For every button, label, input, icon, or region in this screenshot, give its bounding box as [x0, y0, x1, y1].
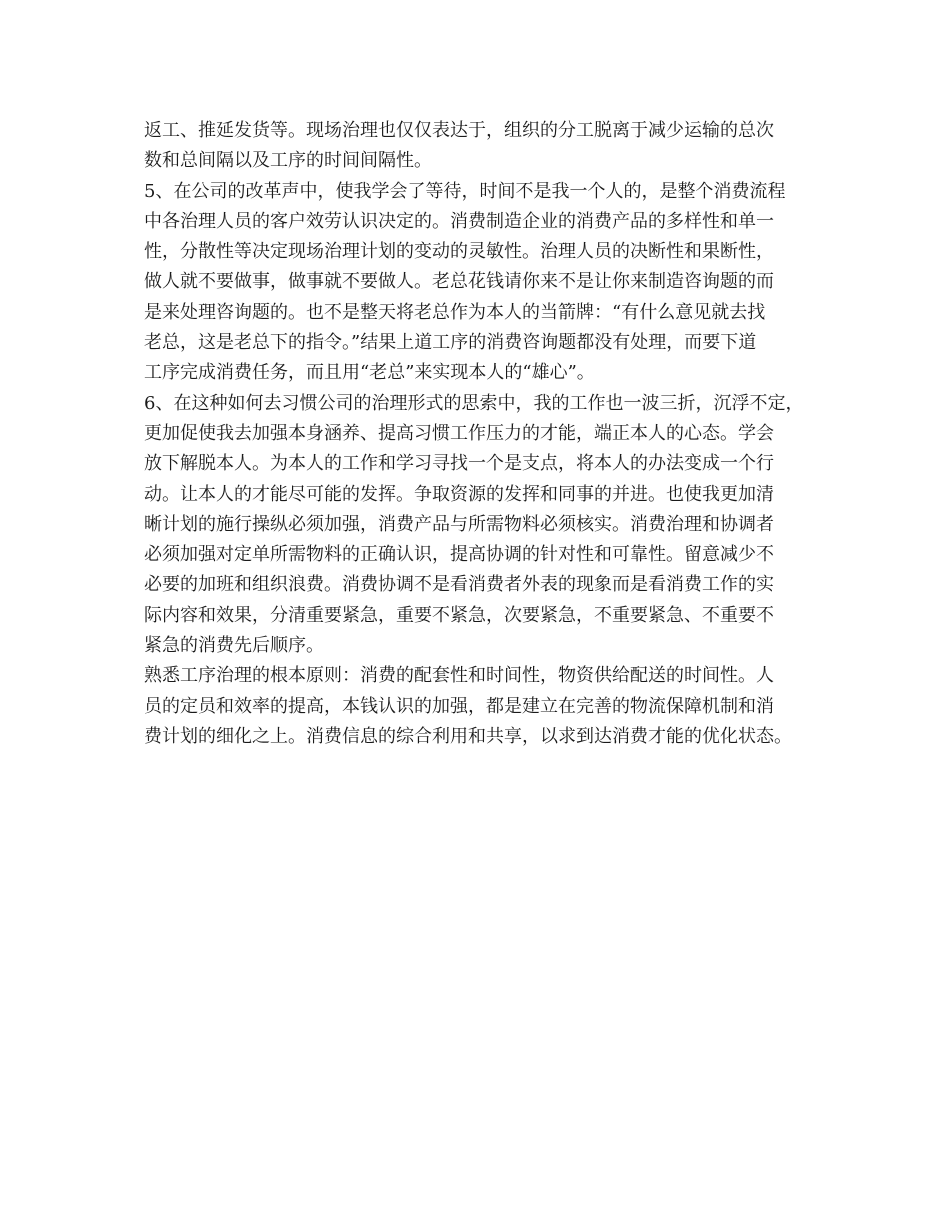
text-line: 老总，这是老总下的指令。”结果上道工序的消费咨询题都没有处理，而要下道 — [144, 332, 757, 354]
text-line: 费计划的细化之上。消费信息的综合利用和共享，以求到达消费才能的优化状态。 — [144, 725, 792, 747]
text-line: 际内容和效果，分清重要紧急，重要不紧急，次要紧急，不重要紧急、不重要不 — [144, 604, 774, 626]
text-line: 是来处理咨询题的。也不是整天将老总作为本人的当箭牌：“有什么意见就去找 — [144, 301, 766, 323]
text-line: 放下解脱本人。为本人的工作和学习寻找一个是支点，将本人的办法变成一个行 — [144, 453, 774, 475]
text-line: 数和总间隔以及工序的时间间隔性。 — [144, 150, 432, 172]
text-line: 做人就不要做事，做事就不要做人。老总花钱请你来不是让你来制造咨询题的而 — [144, 271, 774, 293]
text-line: 更加促使我去加强本身涵养、提高习惯工作压力的才能，端正本人的心态。学会 — [144, 422, 774, 444]
text-line: 中各治理人员的客户效劳认识决定的。消费制造企业的消费产品的多样性和单一 — [144, 210, 774, 232]
text-line: 返工、推延发货等。现场治理也仅仅表达于，组织的分工脱离于减少运输的总次 — [144, 120, 774, 141]
text-line: 晰计划的施行操纵必须加强，消费产品与所需物料必须核实。消费治理和协调者 — [144, 513, 774, 535]
body-text — [144, 116, 834, 752]
text-line: 性，分散性等决定现场治理计划的变动的灵敏性。治理人员的决断性和果断性， — [144, 241, 774, 263]
text-line: 5、在公司的改革声中，使我学会了等待，时间不是我一个人的，是整个消费流程 — [144, 180, 786, 202]
text-line: 6、在这种如何去习惯公司的治理形式的思索中，我的工作也一波三折，沉浮不定， — [144, 392, 804, 414]
text-line: 动。让本人的才能尽可能的发挥。争取资源的发挥和同事的并进。也使我更加清 — [144, 483, 774, 505]
text-line: 工序完成消费任务，而且用“老总”来实现本人的“雄心”。 — [144, 362, 595, 384]
text-line: 必要的加班和组织浪费。消费协调不是看消费者外表的现象而是看消费工作的实 — [144, 574, 774, 596]
text-line: 员的定员和效率的提高，本钱认识的加强，都是建立在完善的物流保障机制和消 — [144, 695, 774, 717]
text-line: 熟悉工序治理的根本原则：消费的配套性和时间性，物资供给配送的时间性。人 — [144, 665, 774, 687]
text-line: 必须加强对定单所需物料的正确认识，提高协调的针对性和可靠性。留意减少不 — [144, 544, 774, 566]
text-line: 紧急的消费先后顺序。 — [144, 635, 324, 657]
